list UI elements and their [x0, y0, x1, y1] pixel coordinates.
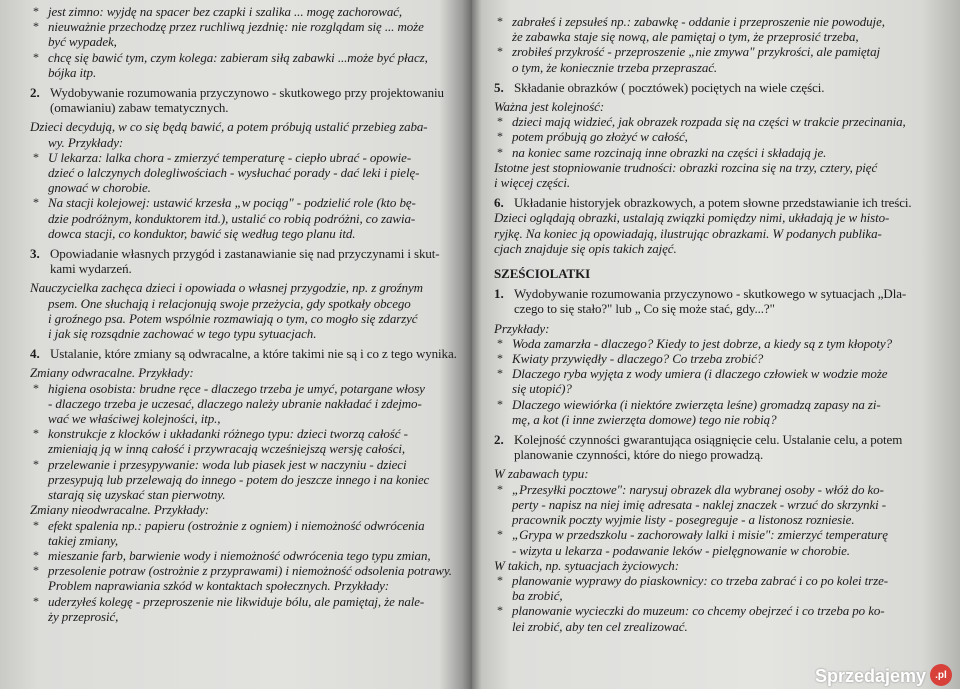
bullet-marker: * — [33, 517, 39, 532]
bullet-item — [30, 195, 466, 241]
bullet-item — [494, 573, 944, 603]
text-line: Kolejność czynności gwarantująca osiągnięcie celu. Ustalanie celu, a potem — [514, 432, 903, 448]
item-number: 2. — [30, 85, 40, 101]
bullet-marker: * — [33, 380, 39, 395]
bullet-item — [30, 457, 466, 503]
bullet-item — [494, 366, 944, 396]
text-line: pracownik poczty wyjmie listy - posegreguje - a listonosz rozniesie. — [512, 512, 855, 528]
item-number: 6. — [494, 195, 504, 211]
bullet-marker: * — [497, 129, 503, 144]
text-line: Zmiany odwracalne. Przykłady: — [30, 365, 194, 381]
bullet-marker: * — [497, 114, 503, 129]
bullet-item — [30, 381, 466, 427]
paragraph — [494, 160, 944, 190]
text-line: i jak się rozsądnie zachować w tego typu sytuacjach. — [48, 326, 317, 342]
text-line: się utopić)? — [512, 381, 572, 397]
bullet-marker: * — [497, 335, 503, 350]
watermark-logo: Sprzedajemy — [815, 666, 927, 686]
text-line: dzie podróżnym, konduktorem itd.), ustalić co robią podróżni, co zawia- — [48, 210, 416, 226]
paragraph — [30, 280, 466, 341]
text-line: Na stacji kolejowej: ustawić krzesła „w pociąg" - podzielić role (kto bę- — [48, 195, 416, 211]
bullet-item — [494, 44, 944, 74]
text-line: Opowiadanie własnych przygód i zastanawianie się nad przyczynami i skut- — [50, 246, 440, 262]
bullet-marker: * — [497, 572, 503, 587]
text-line: (omawianiu) zabaw tematycznych. — [50, 100, 229, 116]
bullet-item — [30, 548, 466, 563]
text-line: cjach znajduje się opis takich zajęć. — [494, 240, 677, 256]
text-line: gnować w chorobie. — [48, 180, 151, 196]
text-line: „Grypa w przedszkolu - zachorowały lalki i misie": zmierzyć temperaturę — [512, 527, 888, 543]
numbered-item — [494, 80, 944, 95]
bullet-marker: * — [497, 144, 503, 159]
bullet-item — [30, 594, 466, 624]
text-line: przelewanie i przesypywanie: woda lub piasek jest w naczyniu - dzieci — [48, 456, 407, 472]
left-page — [0, 0, 472, 689]
bullet-marker: * — [33, 593, 39, 608]
text-line: czego to się stało?" lub „ Co się może stać, gdy...?" — [514, 301, 775, 317]
text-line: kami wydarzeń. — [50, 261, 132, 277]
text-line: bójka itp. — [48, 64, 97, 80]
text-line: Dlaczego wiewiórka (i niektóre zwierzęta leśne) gromadzą zapasy na zi- — [512, 396, 881, 412]
text-line: W takich, np. sytuacjach życiowych: — [494, 557, 679, 573]
text-line: psem. One słuchają i relacjonują swoje przeżycia, gdy spotkały obcego — [48, 295, 411, 311]
bullet-marker: * — [497, 603, 503, 618]
text-line: Wydobywanie rozumowania przyczynowo - skutkowego przy projektowaniu — [50, 85, 444, 101]
text-line: konstrukcje z klocków i układanki różnego typu: dzieci tworzą całość - — [48, 426, 408, 442]
text-line: i więcej części. — [494, 175, 571, 191]
text-line: Układanie historyjek obrazkowych, a potem słowne przedstawianie ich treści. — [514, 195, 912, 211]
bullet-item — [494, 527, 944, 557]
numbered-item — [494, 286, 944, 316]
bullet-item — [494, 397, 944, 427]
item-number: 5. — [494, 79, 504, 95]
text-line: SZEŚCIOLATKI — [494, 266, 591, 282]
bullet-item — [30, 4, 466, 19]
right-page — [472, 0, 960, 689]
text-line: dowca stacji, co konduktor, bawić się według tego planu itd. — [48, 225, 356, 241]
numbered-item — [30, 346, 466, 361]
text-line: efekt spalenia np.: papieru (ostrożnie z ogniem) i niemożność odwrócenia — [48, 517, 425, 533]
paragraph — [30, 502, 466, 517]
paragraph — [30, 119, 466, 149]
numbered-item — [30, 85, 466, 115]
text-line: potem próbują go złożyć w całość, — [512, 129, 688, 145]
text-line: wy. Przykłady: — [48, 134, 124, 150]
text-line: - dlaczego trzeba je uczesać, dlaczego należy ubranie nakładać i zdejmo- — [48, 395, 422, 411]
text-line: i groźnego psa. Potem wspólnie rozmawiają o tym, co mogło się zdarzyć — [48, 310, 418, 326]
bullet-marker: * — [497, 14, 503, 28]
bullet-marker: * — [497, 351, 503, 366]
text-line: być wypadek, — [48, 34, 117, 50]
bullet-item — [494, 129, 944, 144]
bullet-marker: * — [33, 195, 39, 210]
text-line: Problem naprawiania szkód w kontaktach społecznych. Przykłady: — [48, 578, 390, 594]
bullet-marker: * — [33, 456, 39, 471]
text-line: Dzieci decydują, w co się będą bawić, a potem próbują ustalić przebieg zaba- — [30, 119, 428, 135]
text-line: uderzyłeś kolegę - przeproszenie nie likwiduje bólu, ale pamiętaj, że nale- — [48, 593, 425, 609]
bullet-marker: * — [33, 426, 39, 441]
text-line: Nauczycielka zachęca dzieci i opowiada o własnej przygodzie, np. z groźnym — [30, 280, 423, 296]
bullet-item — [30, 518, 466, 548]
text-line: o tym, że koniecznie trzeba przepraszać. — [512, 59, 718, 75]
text-line: mę, a kot (i inne zwierzęta domowe) tego nie robią? — [512, 411, 777, 427]
bullet-marker: * — [497, 366, 503, 381]
paragraph — [494, 321, 944, 336]
text-line: higiena osobista: brudne ręce - dlaczego trzeba je umyć, potargane włosy — [48, 380, 425, 396]
text-line: starają się uzyskać stan pierwotny. — [48, 487, 226, 503]
text-line: planowanie wyprawy do piaskownicy: co trzeba zabrać i co po kolei trze- — [512, 572, 888, 588]
bullet-marker: * — [497, 44, 503, 59]
numbered-item — [494, 195, 944, 210]
paragraph — [494, 466, 944, 481]
text-line: Ważna jest kolejność: — [494, 99, 605, 115]
numbered-item — [30, 246, 466, 276]
text-line: dzieć o lalczynych dolegliwościach - wysłuchać porady - dać leki i pielę- — [48, 165, 420, 181]
text-line: „Przesyłki pocztowe": narysuj obrazek dla wybranej osoby - włóż do ko- — [512, 481, 884, 497]
bullet-item — [494, 145, 944, 160]
item-number: 1. — [494, 286, 504, 302]
text-line: planowanie wycieczki do muzeum: co chcemy obejrzeć i co trzeba po ko- — [512, 603, 885, 619]
text-line: ba zrobić, — [512, 588, 563, 604]
paragraph — [30, 578, 466, 593]
text-line: dzieci mają widzieć, jak obrazek rozpada się na części w trakcie przecinania, — [512, 114, 906, 130]
text-line: ży przeprosić, — [48, 608, 119, 624]
item-number: 2. — [494, 432, 504, 448]
paragraph — [494, 558, 944, 573]
text-line: zabrałeś i zepsułeś np.: zabawkę - oddanie i przeproszenie nie powoduje, — [512, 14, 885, 29]
bullet-item — [30, 150, 466, 196]
text-line: lei zrobić, aby ten cel zrealizować. — [512, 618, 688, 634]
bullet-item — [494, 603, 944, 633]
paragraph — [494, 99, 944, 114]
bullet-marker: * — [33, 563, 39, 578]
bullet-item — [494, 14, 944, 44]
text-line: że zabawka staje się nową, ale pamiętaj o tym, że przeprosić trzeba, — [512, 29, 859, 45]
item-number: 3. — [30, 246, 40, 262]
text-line: Zmiany nieodwracalne. Przykłady: — [30, 502, 210, 518]
section-heading — [494, 266, 944, 281]
bullet-marker: * — [33, 49, 39, 64]
numbered-item — [494, 432, 944, 462]
text-line: Wydobywanie rozumowania przyczynowo - skutkowego w sytuacjach „Dla- — [514, 286, 907, 302]
bullet-item — [30, 50, 466, 80]
text-line: Dlaczego ryba wyjęta z wody umiera (i dlaczego człowiek w wodzie może — [512, 366, 888, 382]
text-line: zrobiłeś przykrość - przeproszenie „nie zmywa" przykrości, ale pamiętaj — [512, 44, 880, 60]
bullet-item — [494, 351, 944, 366]
bullet-marker: * — [33, 149, 39, 164]
bullet-item — [494, 482, 944, 528]
text-line: Dzieci oglądają obrazki, ustalają związki pomiędzy nimi, układają je w histo- — [494, 210, 890, 226]
text-line: chcę się bawić tym, czym kolega: zabieram siłą zabawki ...może być płacz, — [48, 49, 428, 65]
text-line: W zabawach typu: — [494, 466, 589, 482]
bullet-marker: * — [497, 481, 503, 496]
text-line: Woda zamarzła - dlaczego? Kiedy to jest dobrze, a kiedy są z tym kłopoty? — [512, 335, 893, 351]
bullet-marker: * — [33, 547, 39, 562]
text-line: zmieniają ją w inną całość i przywracają wcześniejszą wersję całości, — [48, 441, 406, 457]
bullet-marker: * — [497, 527, 503, 542]
bullet-item — [30, 563, 466, 578]
bullet-marker: * — [497, 396, 503, 411]
text-line: U lekarza: lalka chora - zmierzyć temperaturę - ciepło ubrać - opowie- — [48, 149, 412, 165]
text-line: Przykłady: — [494, 320, 550, 336]
bullet-item — [30, 19, 466, 49]
text-line: Kwiaty przywiędły - dlaczego? Co trzeba zrobić? — [512, 351, 764, 367]
text-line: wać we właściwej kolejności, itp., — [48, 411, 221, 427]
text-line: Ustalanie, które zmiany są odwracalne, a które takimi nie są i co z tego wynika. — [50, 346, 457, 362]
text-line: - wizyta u lekarza - podawanie leków - pielęgnowanie w chorobie. — [512, 542, 850, 558]
bullet-item — [30, 426, 466, 456]
text-line: na koniec same rozcinają inne obrazki na części i składają je. — [512, 144, 827, 160]
paragraph — [30, 365, 466, 380]
bullet-item — [494, 114, 944, 129]
text-line: przesypują lub przelewają do innego - potem do jeszcze innego i na koniec — [48, 471, 430, 487]
item-number: 4. — [30, 346, 40, 362]
text-line: Składanie obrazków ( pocztówek) pociętych na wiele części. — [514, 79, 825, 95]
text-line: perty - napisz na niej imię adresata - naklej znaczek - wrzuć do skrzynki - — [512, 496, 887, 512]
text-line: mieszanie farb, barwienie wody i niemożność odwrócenia tego typu zmian, — [48, 547, 431, 563]
bullet-marker: * — [33, 19, 39, 34]
text-line: ryjkę. Na koniec ją opowiadają, ilustrując obrazkami. W podanych publika- — [494, 225, 882, 241]
text-line: planowanie czynności, które do niego prowadzą. — [514, 447, 764, 463]
text-line: nieuważnie przechodzę przez ruchliwą jezdnię: nie rozglądam się ... może — [48, 19, 424, 35]
text-line: Istotne jest stopniowanie trudności: obrazki rozcina się na trzy, cztery, pięć — [494, 159, 878, 175]
paragraph — [494, 210, 944, 256]
bullet-item — [494, 336, 944, 351]
text-line: przesolenie potraw (ostrożnie z przyprawami) i niemożność odsolenia potrawy. — [48, 563, 452, 579]
watermark-badge: .pl — [930, 664, 952, 686]
text-line: takiej zmiany, — [48, 532, 119, 548]
bullet-marker: * — [33, 4, 39, 18]
text-line: jest zimno: wyjdę na spacer bez czapki i szalika ... mogę zachorować, — [48, 4, 403, 19]
